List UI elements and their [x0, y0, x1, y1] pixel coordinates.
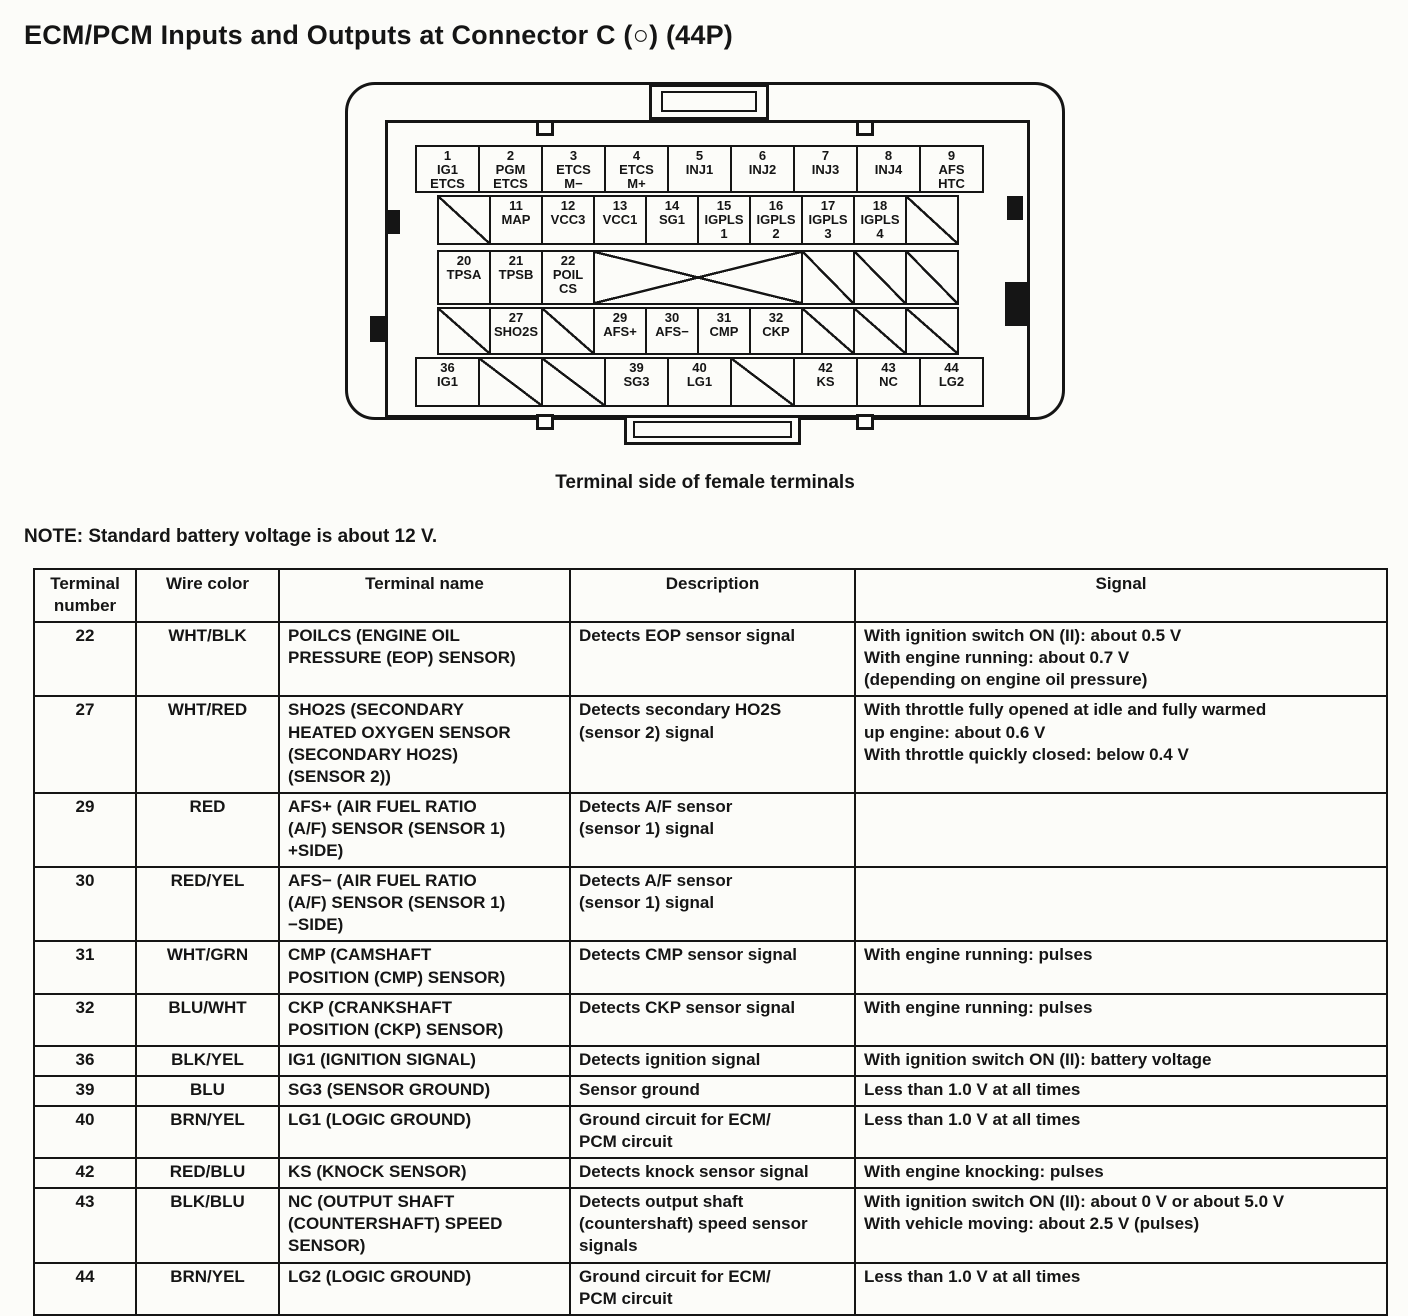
pin-29: [593, 307, 647, 355]
cell-wire-color: BLK/BLU: [136, 1188, 279, 1262]
col-header-terminal-name: Terminal name: [279, 569, 570, 622]
pin-number: 36: [440, 360, 455, 375]
pin-number: 14: [664, 198, 680, 213]
unused-pin: [730, 357, 795, 407]
pin-number: 42: [818, 360, 833, 375]
connector-diagram: [0, 0, 1408, 510]
pin-9: [919, 145, 984, 193]
unused-pin: [801, 307, 855, 355]
pin-row: [437, 250, 984, 305]
cell-description: Detects CMP sensor signal: [570, 941, 855, 993]
col-header-terminal-number: Terminal number: [34, 569, 136, 622]
connector-top-lock-tab-inner: [661, 91, 757, 112]
pin-11: [489, 195, 543, 245]
pin-label: AFS−: [655, 324, 689, 340]
pin-number: 2: [506, 148, 515, 163]
pin-label: PGM ETCS: [493, 162, 528, 192]
table-row-terminal-39: [34, 1076, 1387, 1106]
unused-pin: [905, 307, 959, 355]
cell-terminal-name: CMP (CAMSHAFT POSITION (CMP) SENSOR): [279, 941, 570, 993]
cell-terminal-number: 30: [34, 867, 136, 941]
pin-number: 1: [443, 148, 452, 163]
pin-row: [415, 145, 984, 193]
pin-number: 29: [612, 310, 628, 325]
pin-number: 13: [612, 198, 628, 213]
cell-terminal-number: 29: [34, 793, 136, 867]
cell-wire-color: BLU: [136, 1076, 279, 1106]
pin-8: [856, 145, 921, 193]
pin-number: 7: [821, 148, 830, 163]
pin-label: CMP: [709, 324, 739, 340]
connector-clip: [370, 316, 385, 342]
pin-label: SHO2S: [493, 324, 539, 340]
pin-label: LG2: [938, 374, 965, 390]
cell-terminal-name: IG1 (IGNITION SIGNAL): [279, 1046, 570, 1076]
pin-number: 9: [947, 148, 956, 163]
cell-terminal-name: NC (OUTPUT SHAFT (COUNTERSHAFT) SPEED SENSOR): [279, 1188, 570, 1262]
pin-label: VCC3: [550, 212, 586, 228]
cell-terminal-name: LG2 (LOGIC GROUND): [279, 1263, 570, 1315]
pin-22: [541, 250, 595, 305]
pin-label: TPSB: [498, 267, 534, 283]
pin-36: [415, 357, 480, 407]
signal-table: [33, 568, 1388, 1316]
pin-label: MAP: [501, 212, 531, 228]
pin-number: 20: [456, 253, 472, 268]
table-row-terminal-42: [34, 1158, 1387, 1188]
cell-description: Detects EOP sensor signal: [570, 622, 855, 696]
table-row-terminal-29: [34, 793, 1387, 867]
col-header-signal: Signal: [855, 569, 1387, 622]
cell-wire-color: BLK/YEL: [136, 1046, 279, 1076]
cell-terminal-name: AFS− (AIR FUEL RATIO (A/F) SENSOR (SENSOR 1) −SIDE): [279, 867, 570, 941]
pin-4: [604, 145, 669, 193]
cell-description: Detects ignition signal: [570, 1046, 855, 1076]
table-row-terminal-22: [34, 622, 1387, 696]
cell-description: Detects A/F sensor (sensor 1) signal: [570, 867, 855, 941]
cell-description: Detects secondary HO2S (sensor 2) signal: [570, 696, 855, 792]
pin-number: 40: [692, 360, 707, 375]
cell-terminal-number: 42: [34, 1158, 136, 1188]
connector-guide-tab: [536, 120, 554, 136]
pin-number: 27: [508, 310, 524, 325]
cell-terminal-number: 27: [34, 696, 136, 792]
pin-number: 16: [768, 198, 784, 213]
pin-1: [415, 145, 480, 193]
table-row-terminal-44: [34, 1263, 1387, 1315]
connector-clip: [1007, 196, 1023, 220]
pin-14: [645, 195, 699, 245]
cell-description: Ground circuit for ECM/ PCM circuit: [570, 1106, 855, 1158]
connector-clip: [386, 210, 400, 234]
pin-number: 8: [884, 148, 893, 163]
pin-label: VCC1: [602, 212, 638, 228]
cell-signal: With engine running: pulses: [855, 941, 1387, 993]
cell-signal: With ignition switch ON (II): about 0.5 V With engine running: about 0.7 V (depending on engine oil pressure): [855, 622, 1387, 696]
cell-wire-color: WHT/GRN: [136, 941, 279, 993]
page-title: ECM/PCM Inputs and Outputs at Connector C (○) (44P): [24, 20, 733, 50]
pin-42: [793, 357, 858, 407]
pin-label: POIL CS: [552, 267, 584, 297]
pin-number: 22: [560, 253, 576, 268]
header-row: [34, 569, 1387, 622]
pin-17: [801, 195, 855, 245]
pin-number: 12: [560, 198, 576, 213]
unused-pin: [478, 357, 543, 407]
diagram-caption: Terminal side of female terminals: [555, 472, 855, 493]
pin-number: 43: [881, 360, 896, 375]
pin-label: CKP: [762, 324, 790, 340]
cell-wire-color: RED/BLU: [136, 1158, 279, 1188]
table-row-terminal-36: [34, 1046, 1387, 1076]
unused-pin: [853, 250, 907, 305]
cell-terminal-number: 31: [34, 941, 136, 993]
cell-terminal-number: 39: [34, 1076, 136, 1106]
pin-label: INJ4: [874, 162, 903, 178]
pin-label: TPSA: [446, 267, 482, 283]
cell-description: Sensor ground: [570, 1076, 855, 1106]
pin-number: 3: [569, 148, 578, 163]
cell-description: Detects CKP sensor signal: [570, 994, 855, 1046]
cell-description: Detects A/F sensor (sensor 1) signal: [570, 793, 855, 867]
pin-number: 4: [632, 148, 641, 163]
pin-6: [730, 145, 795, 193]
pin-label: SG1: [658, 212, 685, 228]
cell-terminal-number: 43: [34, 1188, 136, 1262]
pin-number: 15: [716, 198, 732, 213]
cell-signal: Less than 1.0 V at all times: [855, 1106, 1387, 1158]
pin-grid: [415, 145, 984, 407]
cell-wire-color: WHT/RED: [136, 696, 279, 792]
pin-label: AFS HTC: [938, 162, 965, 192]
pin-row: [415, 357, 984, 407]
pin-31: [697, 307, 751, 355]
cell-terminal-number: 36: [34, 1046, 136, 1076]
cell-terminal-name: SHO2S (SECONDARY HEATED OXYGEN SENSOR (SECONDARY HO2S) (SENSOR 2)): [279, 696, 570, 792]
pin-number: 5: [695, 148, 704, 163]
table-row-terminal-43: [34, 1188, 1387, 1262]
unused-pin: [541, 357, 606, 407]
pin-label: KS: [816, 374, 835, 390]
pin-label: ETCS M−: [556, 162, 591, 192]
pin-number: 31: [716, 310, 732, 325]
cell-terminal-name: SG3 (SENSOR GROUND): [279, 1076, 570, 1106]
cell-terminal-number: 22: [34, 622, 136, 696]
pin-label: IG1: [437, 374, 458, 390]
cell-signal: With engine running: pulses: [855, 994, 1387, 1046]
connector-clip: [1005, 282, 1027, 326]
col-header-wire-color: Wire color: [136, 569, 279, 622]
cell-description: Detects knock sensor signal: [570, 1158, 855, 1188]
cell-signal: Less than 1.0 V at all times: [855, 1076, 1387, 1106]
pin-number: 39: [629, 360, 644, 375]
cell-terminal-name: CKP (CRANKSHAFT POSITION (CKP) SENSOR): [279, 994, 570, 1046]
cell-wire-color: BLU/WHT: [136, 994, 279, 1046]
pin-label: INJ3: [811, 162, 840, 178]
connector-guide-tab: [856, 414, 874, 430]
pin-number: 18: [872, 198, 888, 213]
cell-wire-color: RED: [136, 793, 279, 867]
pin-number: 44: [944, 360, 959, 375]
cell-terminal-name: POILCS (ENGINE OIL PRESSURE (EOP) SENSOR): [279, 622, 570, 696]
pin-number: 30: [664, 310, 680, 325]
table-row-terminal-27: [34, 696, 1387, 792]
pin-number: 32: [768, 310, 784, 325]
pin-39: [604, 357, 669, 407]
pin-label: IG1 ETCS: [430, 162, 465, 192]
cell-terminal-name: LG1 (LOGIC GROUND): [279, 1106, 570, 1158]
pin-label: ETCS M+: [619, 162, 654, 192]
pin-2: [478, 145, 543, 193]
pin-32: [749, 307, 803, 355]
pin-20: [437, 250, 491, 305]
table-row-terminal-32: [34, 994, 1387, 1046]
table-row-terminal-30: [34, 867, 1387, 941]
cell-terminal-number: 32: [34, 994, 136, 1046]
cell-wire-color: WHT/BLK: [136, 622, 279, 696]
signal-table-body: [34, 622, 1387, 1315]
pin-44: [919, 357, 984, 407]
pin-label: IGPLS 2: [756, 212, 796, 242]
table-row-terminal-40: [34, 1106, 1387, 1158]
pin-30: [645, 307, 699, 355]
pin-label: LG1: [686, 374, 713, 390]
pin-27: [489, 307, 543, 355]
cell-signal: With engine knocking: pulses: [855, 1158, 1387, 1188]
cell-signal: [855, 867, 1387, 941]
pin-label: IGPLS 1: [704, 212, 744, 242]
cell-signal: [855, 793, 1387, 867]
unused-pin: [801, 250, 855, 305]
cell-signal: With throttle fully opened at idle and fully warmed up engine: about 0.6 V With throttle quickly closed: below 0.4 V: [855, 696, 1387, 792]
pin-label: NC: [879, 374, 898, 390]
signal-table-header: [34, 569, 1387, 622]
unused-pin: [437, 307, 491, 355]
cell-terminal-name: AFS+ (AIR FUEL RATIO (A/F) SENSOR (SENSOR 1) +SIDE): [279, 793, 570, 867]
table-row-terminal-31: [34, 941, 1387, 993]
pin-number: 21: [508, 253, 524, 268]
cell-terminal-number: 44: [34, 1263, 136, 1315]
pin-number: 11: [509, 198, 523, 213]
pin-5: [667, 145, 732, 193]
pin-row: [437, 195, 984, 245]
pin-label: IGPLS 4: [860, 212, 900, 242]
pin-40: [667, 357, 732, 407]
pin-label: SG3: [623, 374, 650, 390]
battery-voltage-note: NOTE: Standard battery voltage is about 12 V.: [24, 526, 438, 547]
unused-pin: [541, 307, 595, 355]
cell-terminal-number: 40: [34, 1106, 136, 1158]
pin-12: [541, 195, 595, 245]
unused-pin-block: [593, 250, 803, 305]
cell-wire-color: RED/YEL: [136, 867, 279, 941]
unused-pin: [905, 250, 959, 305]
pin-label: INJ1: [685, 162, 714, 178]
pin-3: [541, 145, 606, 193]
cell-signal: With ignition switch ON (II): battery voltage: [855, 1046, 1387, 1076]
cell-terminal-name: KS (KNOCK SENSOR): [279, 1158, 570, 1188]
pin-15: [697, 195, 751, 245]
pin-21: [489, 250, 543, 305]
pin-label: INJ2: [748, 162, 777, 178]
cell-signal: With ignition switch ON (II): about 0 V or about 5.0 V With vehicle moving: about 2.5 V (pulses): [855, 1188, 1387, 1262]
unused-pin: [437, 195, 491, 245]
pin-16: [749, 195, 803, 245]
connector-guide-tab: [856, 120, 874, 136]
cell-description: Ground circuit for ECM/ PCM circuit: [570, 1263, 855, 1315]
pin-label: IGPLS 3: [808, 212, 848, 242]
connector-guide-tab: [536, 414, 554, 430]
pin-43: [856, 357, 921, 407]
pin-number: 6: [758, 148, 767, 163]
pin-18: [853, 195, 907, 245]
unused-pin: [905, 195, 959, 245]
unused-pin: [853, 307, 907, 355]
pin-13: [593, 195, 647, 245]
cell-signal: Less than 1.0 V at all times: [855, 1263, 1387, 1315]
connector-bottom-lock-tab-inner: [633, 421, 792, 438]
cell-wire-color: BRN/YEL: [136, 1106, 279, 1158]
pin-label: AFS+: [603, 324, 637, 340]
pin-number: 17: [820, 198, 836, 213]
cell-wire-color: BRN/YEL: [136, 1263, 279, 1315]
pin-7: [793, 145, 858, 193]
pin-row: [437, 307, 984, 355]
cell-description: Detects output shaft (countershaft) speed sensor signals: [570, 1188, 855, 1262]
col-header-description: Description: [570, 569, 855, 622]
